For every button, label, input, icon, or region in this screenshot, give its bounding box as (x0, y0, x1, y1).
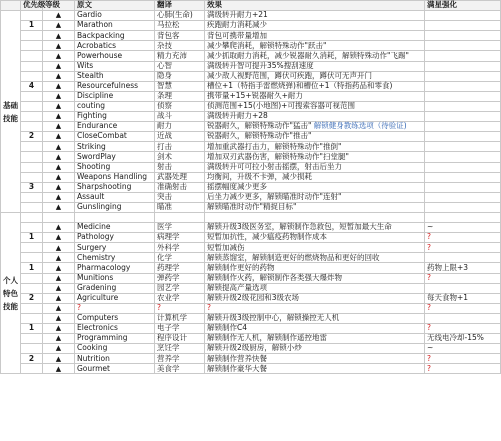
table-row (1, 132, 501, 142)
original-cell[interactable]: Chemistry (75, 253, 155, 263)
original-cell[interactable]: Pathology (75, 233, 155, 243)
max-enhance-cell[interactable] (425, 283, 501, 293)
translation-cell[interactable]: 烹饪学 (155, 344, 205, 354)
level-cell[interactable]: ▲ (43, 182, 75, 192)
max-enhance-cell[interactable] (425, 51, 501, 61)
translation-cell[interactable]: 射击 (155, 162, 205, 172)
max-enhance-cell[interactable]: ? (425, 364, 501, 374)
effect-cell[interactable]: 满级转升可可拉小射击摇摆，射击后坐力 (205, 162, 425, 172)
header-category[interactable] (1, 1, 21, 11)
original-cell[interactable]: Surgery (75, 243, 155, 253)
original-cell[interactable]: Munitions (75, 273, 155, 283)
max-enhance-cell[interactable] (425, 11, 501, 21)
max-enhance-cell[interactable]: ? (425, 324, 501, 334)
original-cell[interactable]: Medicine (75, 223, 155, 233)
effect-cell[interactable]: 解锁瞄准时动作"精捉目标" (205, 202, 425, 212)
max-enhance-cell[interactable] (425, 212, 501, 222)
translation-cell[interactable]: 外科学 (155, 243, 205, 253)
max-enhance-cell[interactable] (425, 61, 501, 71)
original-cell[interactable]: Gradening (75, 283, 155, 293)
original-cell[interactable]: Agriculture (75, 293, 155, 303)
max-enhance-cell[interactable]: ? (425, 273, 501, 283)
translation-cell[interactable]: 侦察 (155, 101, 205, 111)
effect-cell[interactable]: 槽位+1（特指手雷燃烧弹)和槽位+1（特指药品和零食) (205, 81, 425, 91)
table-row (1, 344, 501, 354)
table-row (1, 172, 501, 182)
original-cell[interactable]: Gourmet (75, 364, 155, 374)
table-row (1, 31, 501, 41)
level-cell[interactable]: ▲ (43, 112, 75, 122)
level-cell[interactable]: ▲ (43, 202, 75, 212)
table-row (1, 192, 501, 202)
original-cell[interactable]: Nutrition (75, 354, 155, 364)
priority-cell[interactable] (21, 91, 43, 101)
priority-cell[interactable] (21, 162, 43, 172)
effect-cell[interactable]: 解锁提高产量选项 (205, 283, 425, 293)
max-enhance-cell[interactable]: ? (425, 243, 501, 253)
table-row (1, 81, 501, 91)
header-translation[interactable]: 翻译 (155, 1, 205, 11)
table-row (1, 233, 501, 243)
level-cell[interactable]: ▲ (43, 344, 75, 354)
priority-cell[interactable]: 1 (21, 233, 43, 243)
table-row (1, 293, 501, 303)
max-enhance-cell[interactable]: ~ (425, 223, 501, 233)
level-cell[interactable]: ▲ (43, 172, 75, 182)
effect-cell[interactable]: 短暂加抗性，减少瘟疫药物制作成本 (205, 233, 425, 243)
max-enhance-cell[interactable] (425, 253, 501, 263)
priority-cell[interactable] (21, 364, 43, 374)
max-enhance-cell[interactable]: 每天食物+1 (425, 293, 501, 303)
table-row (1, 152, 501, 162)
table-body (1, 11, 501, 374)
level-cell[interactable]: ▲ (43, 142, 75, 152)
priority-cell[interactable] (21, 71, 43, 81)
level-cell[interactable]: ▲ (43, 61, 75, 71)
translation-cell[interactable]: 耐力 (155, 122, 205, 132)
original-cell[interactable]: Fighting (75, 112, 155, 122)
table-row (1, 243, 501, 253)
level-cell[interactable]: ▲ (43, 21, 75, 31)
max-enhance-cell[interactable] (425, 132, 501, 142)
translation-cell[interactable]: 园艺学 (155, 283, 205, 293)
level-cell[interactable]: ▲ (43, 243, 75, 253)
priority-cell[interactable] (21, 283, 43, 293)
original-cell[interactable]: CloseCombat (75, 132, 155, 142)
priority-cell[interactable] (21, 303, 43, 313)
original-cell[interactable] (75, 212, 155, 222)
translation-cell[interactable]: 打击 (155, 142, 205, 152)
priority-cell[interactable] (21, 122, 43, 132)
translation-cell[interactable]: 心肺(生命) (155, 11, 205, 21)
original-cell[interactable]: Cooking (75, 344, 155, 354)
effect-cell[interactable]: 解锁制作更好的药物 (205, 263, 425, 273)
max-enhance-cell[interactable]: ~ (425, 344, 501, 354)
translation-cell[interactable]: 美食学 (155, 364, 205, 374)
priority-cell[interactable] (21, 172, 43, 182)
max-enhance-cell[interactable]: 无线电冷却-15% (425, 334, 501, 344)
max-enhance-cell[interactable] (425, 122, 501, 132)
original-cell[interactable]: SwordPlay (75, 152, 155, 162)
effect-cell[interactable]: 满级转升耐力+21 (205, 11, 425, 21)
effect-cell[interactable]: 锐器耐久，解锁特殊动作"猛击" 解锁健身教练选项（待验证) (205, 122, 425, 132)
original-cell[interactable]: Acrobatics (75, 41, 155, 51)
level-cell[interactable]: ▲ (43, 71, 75, 81)
translation-cell[interactable]: 化学 (155, 253, 205, 263)
translation-cell[interactable]: 马拉松 (155, 21, 205, 31)
effect-cell[interactable]: 侦测范围+15(小地图)+可搜索容器可视范围 (205, 101, 425, 111)
translation-cell[interactable]: ? (155, 303, 205, 313)
priority-cell[interactable] (21, 212, 43, 222)
original-cell[interactable]: Endurance (75, 122, 155, 132)
max-enhance-cell[interactable] (425, 81, 501, 91)
translation-cell[interactable]: 杂技 (155, 41, 205, 51)
original-cell[interactable]: Gardio (75, 11, 155, 21)
level-cell[interactable]: ▲ (43, 41, 75, 51)
level-cell[interactable]: ▲ (43, 132, 75, 142)
max-enhance-cell[interactable]: 药物上限+3 (425, 263, 501, 273)
effect-cell[interactable]: 减少抓取耐力消耗，减少锐器耐久消耗，解锁特殊动作"飞踢" (205, 51, 425, 61)
priority-cell[interactable] (21, 101, 43, 111)
priority-cell[interactable]: 2 (21, 132, 43, 142)
translation-cell[interactable]: 条理 (155, 91, 205, 101)
effect-cell[interactable]: 均衡间，升级不卡弹，减少损耗 (205, 172, 425, 182)
table-row (1, 273, 501, 283)
table-row (1, 283, 501, 293)
level-cell[interactable]: ▲ (43, 31, 75, 41)
priority-cell[interactable] (21, 202, 43, 212)
level-cell[interactable]: ▲ (43, 152, 75, 162)
table-row (1, 253, 501, 263)
effect-cell[interactable]: 满级转升智可提升35%搜刮速度 (205, 61, 425, 71)
level-cell[interactable]: ▲ (43, 313, 75, 323)
translation-cell[interactable]: 战斗 (155, 112, 205, 122)
original-cell[interactable]: Assault (75, 192, 155, 202)
translation-cell[interactable]: 背包客 (155, 31, 205, 41)
table-row (1, 313, 501, 323)
max-enhance-cell[interactable]: ? (425, 354, 501, 364)
header-original[interactable]: 原文 (75, 1, 155, 11)
translation-cell[interactable]: 电子学 (155, 324, 205, 334)
effect-cell[interactable]: 解锁升级3级控制中心，解锁操控无人机 (205, 313, 425, 323)
category-cell[interactable]: 基础技能 (1, 11, 21, 213)
max-enhance-cell[interactable] (425, 313, 501, 323)
level-cell[interactable]: ▲ (43, 233, 75, 243)
translation-cell[interactable]: 精力充沛 (155, 51, 205, 61)
effect-cell[interactable]: 后坐力减少更多，解锁瞄准时动作"连射" (205, 192, 425, 202)
translation-cell[interactable]: 弹药学 (155, 273, 205, 283)
max-enhance-cell[interactable] (425, 192, 501, 202)
translation-cell[interactable]: 医学 (155, 223, 205, 233)
effect-cell[interactable]: 解锁制作C4 (205, 324, 425, 334)
table-row (1, 21, 501, 31)
max-enhance-cell[interactable] (425, 31, 501, 41)
level-cell[interactable]: ▲ (43, 283, 75, 293)
priority-cell[interactable]: 1 (21, 21, 43, 31)
max-enhance-cell[interactable]: ? (425, 303, 501, 313)
original-cell[interactable]: Programming (75, 334, 155, 344)
translation-cell[interactable]: 智慧 (155, 81, 205, 91)
effect-cell[interactable]: 解锁制作豪华大餐 (205, 364, 425, 374)
priority-cell[interactable]: 1 (21, 263, 43, 273)
priority-cell[interactable] (21, 11, 43, 21)
priority-cell[interactable]: 2 (21, 354, 43, 364)
original-cell[interactable]: Shooting (75, 162, 155, 172)
table-row (1, 263, 501, 273)
max-enhance-cell[interactable] (425, 112, 501, 122)
effect-cell[interactable]: 解锁制作营养快餐 (205, 354, 425, 364)
translation-cell[interactable]: 营养学 (155, 354, 205, 364)
translation-cell[interactable]: 准确射击 (155, 182, 205, 192)
priority-cell[interactable] (21, 313, 43, 323)
level-cell[interactable]: ▲ (43, 324, 75, 334)
effect-cell[interactable]: 疾跑耐力消耗减少 (205, 21, 425, 31)
original-cell[interactable]: Resourcefulness (75, 81, 155, 91)
level-cell[interactable]: ▲ (43, 192, 75, 202)
priority-cell[interactable]: 2 (21, 293, 43, 303)
level-cell[interactable]: ▲ (43, 122, 75, 132)
priority-cell[interactable] (21, 344, 43, 354)
table-row (1, 91, 501, 101)
table-row (1, 303, 501, 313)
translation-cell[interactable]: 瞄准 (155, 202, 205, 212)
original-cell[interactable]: ? (75, 303, 155, 313)
table-row (1, 202, 501, 212)
level-cell[interactable]: ▲ (43, 354, 75, 364)
priority-cell[interactable] (21, 152, 43, 162)
translation-cell[interactable]: 程序设计 (155, 334, 205, 344)
priority-cell[interactable] (21, 51, 43, 61)
level-cell[interactable]: ▲ (43, 11, 75, 21)
original-cell[interactable]: Stealth (75, 71, 155, 81)
max-enhance-cell[interactable] (425, 162, 501, 172)
max-enhance-cell[interactable] (425, 101, 501, 111)
max-enhance-cell[interactable] (425, 91, 501, 101)
effect-cell[interactable]: 解锁升级2级厨房，解锁小炒 (205, 344, 425, 354)
effect-cell[interactable]: 增加重武器打击力，解锁特殊动作"推倒" (205, 142, 425, 152)
priority-cell[interactable] (21, 253, 43, 263)
translation-cell[interactable]: 农业学 (155, 293, 205, 303)
effect-cell[interactable]: 摇摆幅度减少更多 (205, 182, 425, 192)
effect-cell[interactable]: 携带量+15+锐器耐久+耐力 (205, 91, 425, 101)
level-cell[interactable]: ▲ (43, 253, 75, 263)
level-cell[interactable]: ▲ (43, 91, 75, 101)
effect-cell[interactable]: 解锁蒸馏室，解锁制造更好的燃烧物品和更好的回收 (205, 253, 425, 263)
max-enhance-cell[interactable] (425, 152, 501, 162)
translation-cell[interactable]: 心智 (155, 61, 205, 71)
max-enhance-cell[interactable] (425, 71, 501, 81)
table-row (1, 41, 501, 51)
level-cell[interactable]: ▲ (43, 101, 75, 111)
original-cell[interactable]: Gunslinging (75, 202, 155, 212)
priority-cell[interactable] (21, 61, 43, 71)
max-enhance-cell[interactable] (425, 182, 501, 192)
effect-cell[interactable]: 解锁升级2级花园和3级农场 (205, 293, 425, 303)
original-cell[interactable]: Sharpshooting (75, 182, 155, 192)
max-enhance-cell[interactable]: ? (425, 233, 501, 243)
translation-cell[interactable]: 近战 (155, 132, 205, 142)
level-cell[interactable]: ▲ (43, 51, 75, 61)
level-cell[interactable]: ▲ (43, 81, 75, 91)
header-effect[interactable]: 效果 (205, 1, 425, 11)
original-cell[interactable]: Discipline (75, 91, 155, 101)
original-cell[interactable]: Backpacking (75, 31, 155, 41)
translation-cell[interactable]: 突击 (155, 192, 205, 202)
original-cell[interactable]: Marathon (75, 21, 155, 31)
translation-cell[interactable]: 剑术 (155, 152, 205, 162)
effect-cell[interactable]: 解锁升级3级医务室，解锁制作急救包，短暂加最大生命 (205, 223, 425, 233)
effect-cell[interactable]: 解锁制作火药，解锁制作各类强大爆炸物 (205, 273, 425, 283)
max-enhance-cell[interactable] (425, 21, 501, 31)
level-cell[interactable]: ▲ (43, 364, 75, 374)
effect-cell[interactable]: 解锁制作无人机，解锁制作遥控地雷 (205, 334, 425, 344)
header-level[interactable]: 等级 (43, 1, 75, 11)
level-cell[interactable] (43, 212, 75, 222)
level-cell[interactable]: ▲ (43, 273, 75, 283)
table-row (1, 162, 501, 172)
header-priority[interactable]: 优先级 (21, 1, 43, 11)
table-row (1, 182, 501, 192)
effect-cell[interactable]: 减少攀爬消耗，解锁特殊动作"跃击" (205, 41, 425, 51)
effect-note: 解锁健身教练选项（待验证) (311, 121, 407, 131)
translation-cell[interactable]: 计算机学 (155, 313, 205, 323)
effect-cell[interactable]: 减少敌人视野范围，蹲伏可疾跑，蹲伏可无声开门 (205, 71, 425, 81)
effect-cell[interactable]: 背包可携带量增加 (205, 31, 425, 41)
original-cell[interactable]: Electronics (75, 324, 155, 334)
priority-cell[interactable] (21, 334, 43, 344)
original-cell[interactable]: Powerhouse (75, 51, 155, 61)
effect-cell[interactable]: ? (205, 303, 425, 313)
original-cell[interactable]: Pharmacology (75, 263, 155, 273)
translation-cell[interactable]: 隐身 (155, 71, 205, 81)
level-cell[interactable]: ▲ (43, 263, 75, 273)
translation-cell[interactable]: 药理学 (155, 263, 205, 273)
level-cell[interactable]: ▲ (43, 334, 75, 344)
original-cell[interactable]: couting (75, 101, 155, 111)
original-cell[interactable]: Computers (75, 313, 155, 323)
translation-cell[interactable]: 病理学 (155, 233, 205, 243)
table-row (1, 71, 501, 81)
max-enhance-cell[interactable] (425, 41, 501, 51)
max-enhance-cell[interactable] (425, 202, 501, 212)
max-enhance-cell[interactable] (425, 142, 501, 152)
priority-cell[interactable] (21, 273, 43, 283)
max-enhance-cell[interactable] (425, 172, 501, 182)
priority-cell[interactable] (21, 112, 43, 122)
category-cell[interactable]: 个人特色技能 (1, 212, 21, 374)
effect-cell[interactable]: 满级转升耐力+28 (205, 112, 425, 122)
priority-cell[interactable] (21, 41, 43, 51)
level-cell[interactable]: ▲ (43, 293, 75, 303)
table-row (1, 142, 501, 152)
effect-cell[interactable]: 增加双刃武器伤害，解锁特殊动作"扫堂腿" (205, 152, 425, 162)
table-row (1, 51, 501, 61)
effect-cell[interactable]: 短暂加减伤 (205, 243, 425, 253)
level-cell[interactable]: ▲ (43, 223, 75, 233)
priority-cell[interactable]: 3 (21, 182, 43, 192)
effect-cell[interactable]: 锐器耐久，解锁特殊动作"推击" (205, 132, 425, 142)
original-cell[interactable]: Striking (75, 142, 155, 152)
original-cell[interactable]: Wits (75, 61, 155, 71)
table-row (1, 354, 501, 364)
priority-cell[interactable]: 1 (21, 324, 43, 334)
level-cell[interactable]: ▲ (43, 162, 75, 172)
original-cell[interactable]: Weapons Handling (75, 172, 155, 182)
table-row (1, 61, 501, 71)
priority-cell[interactable] (21, 31, 43, 41)
translation-cell[interactable]: 武器处理 (155, 172, 205, 182)
level-cell[interactable]: ▲ (43, 303, 75, 313)
priority-cell[interactable] (21, 142, 43, 152)
table-row (1, 364, 501, 374)
priority-cell[interactable] (21, 192, 43, 202)
priority-cell[interactable]: 4 (21, 81, 43, 91)
header-max-enhance[interactable]: 满星强化 (425, 1, 501, 11)
priority-cell[interactable] (21, 243, 43, 253)
priority-cell[interactable] (21, 223, 43, 233)
